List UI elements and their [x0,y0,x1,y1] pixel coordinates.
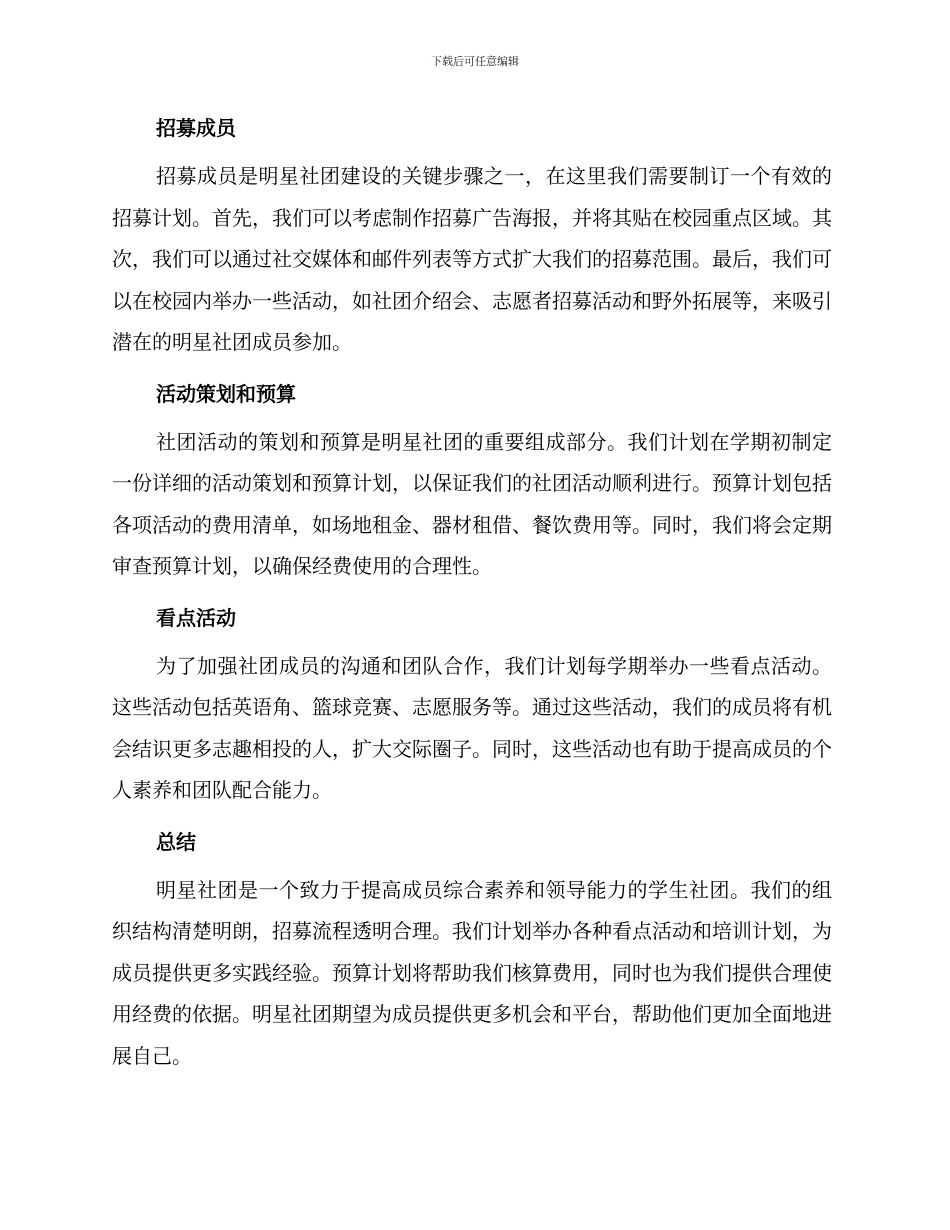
section-heading: 招募成员 [156,116,236,140]
page-header: 下载后可任意编辑 [431,55,519,68]
section-paragraph: 明星社团是一个致力于提高成员综合素养和领导能力的学生社团。我们的组织结构清楚明朗，招募流程透明合理。我们计划举办各种看点活动和培训计划，为成员提供更多实践经验。预算计划将帮助我们核算费用，同时也为我们提供合理使用经费的依据。明星社团期望为成员提供更多机会和平台，帮助他们更加全面地进展自己。 [112,877,832,1068]
section-heading: 活动策划和预算 [156,381,296,406]
section-paragraph: 社团活动的策划和预算是明星社团的重要组成部分。我们计划在学期初制定一份详细的活动策划和预算计划，以保证我们的社团活动顺利进行。预算计划包括各项活动的费用清单，如场地租金、器材租借、餐饮费用等。同时，我们将会定期审查预算计划，以确保经费使用的合理性。 [112,429,832,578]
section-heading: 总结 [156,829,196,854]
section-paragraph: 招募成员是明星社团建设的关键步骤之一，在这里我们需要制订一个有效的招募计划。首先，我们可以考虑制作招募广告海报，并将其贴在校园重点区域。其次，我们可以通过社交媒体和邮件列表等方式扩大我们的招募范围。最后，我们可以在校园内举办一些活动，如社团介绍会、志愿者招募活动和野外拓展等，来吸引潜在的明星社团成员参加。 [112,164,832,354]
section-recruitment [112,108,832,364]
section-heading: 看点活动 [156,605,236,630]
section-planning-budget [112,374,832,588]
document-body [112,108,832,1087]
section-highlight-activities [112,598,832,812]
section-paragraph: 为了加强社团成员的沟通和团队合作，我们计划每学期举办一些看点活动。这些活动包括英语角、篮球竞赛、志愿服务等。通过这些活动，我们的成员将有机会结识更多志趣相投的人，扩大交际圈子。同时，这些活动也有助于提高成员的个人素养和团队配合能力。 [112,653,832,802]
section-summary [112,822,832,1078]
